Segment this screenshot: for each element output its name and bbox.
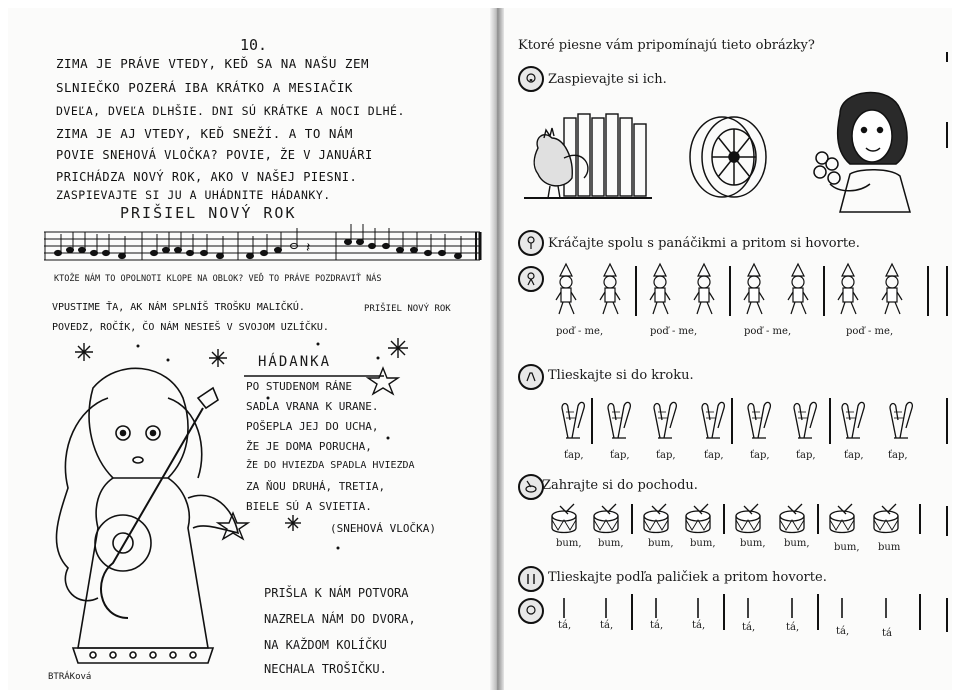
clap-syllable: ťap,	[564, 450, 584, 461]
riddle-line: POŠEPLA JEJ DO UCHA,	[246, 420, 379, 433]
stick-syllable: tá	[882, 628, 892, 639]
song-lyrics-end: PRIŠIEL NOVÝ ROK	[364, 304, 451, 314]
left-page	[8, 8, 490, 690]
drum-syllable: bum	[878, 542, 901, 553]
drum-syllable: bum,	[556, 538, 582, 549]
stick-syllable: tá,	[600, 620, 614, 631]
walk-syllable: poď - me,	[846, 326, 894, 337]
drum-syllable: bum,	[690, 538, 716, 549]
song-lyrics-line2: VPUSTIME ŤA, AK NÁM SPLNÍŠ TROŠKU MALIČKÚ.	[52, 302, 305, 313]
edge-mark	[946, 52, 948, 62]
book-spread	[8, 8, 952, 690]
stick-syllable: tá,	[692, 620, 706, 631]
book-gutter	[490, 8, 504, 690]
section-title-sticks: Tlieskajte podľa paličiek a pritom hovorte.	[548, 570, 827, 585]
drum-syllable: bum,	[598, 538, 624, 549]
stick-syllable: tá,	[786, 622, 800, 633]
drum-syllable: bum,	[834, 542, 860, 553]
stick-syllable: tá,	[742, 622, 756, 633]
music-staff	[44, 220, 482, 286]
intro-line: PRICHÁDZA NOVÝ ROK, AKO V NAŠEJ PIESNI.	[56, 170, 358, 184]
right-page	[504, 8, 952, 690]
drummer-child-icon	[518, 474, 544, 500]
drums-row	[548, 502, 932, 536]
poem-line: NECHALA TROŠIČKU.	[264, 662, 387, 676]
section-title-sing: Zaspievajte si ich.	[548, 72, 667, 87]
walk-syllable: poď - me,	[650, 326, 698, 337]
drum-syllable: bum,	[648, 538, 674, 549]
walking-child-icon	[518, 266, 544, 292]
walk-syllable: poď - me,	[556, 326, 604, 337]
page-heading: Ktoré piesne vám pripomínajú tieto obrázky?	[518, 38, 815, 53]
sticks-child-icon	[518, 566, 544, 592]
clap-syllable: ťap,	[704, 450, 724, 461]
walking-figures-row	[548, 262, 932, 322]
intro-line: POVIE SNEHOVÁ VLOČKA? POVIE, ŽE V JANUÁRI	[56, 148, 373, 162]
section-title-drum: Zahrajte si do pochodu.	[542, 478, 698, 493]
clapping-child-icon	[518, 364, 544, 390]
riddle-answer: (SNEHOVÁ VLOČKA)	[330, 522, 436, 535]
intro-line: DVEĽA, DVEĽA DLHŠIE. DNI SÚ KRÁTKE A NOCI DLHÉ.	[56, 104, 405, 118]
riddle-line: SADLA VRANA K URANE.	[246, 400, 379, 413]
intro-line: ZASPIEVAJTE SI JU A UHÁDNITE HÁDANKY.	[56, 188, 331, 202]
mill-wheel-picture	[684, 112, 770, 202]
song-lyrics-line1: KTOŽE NÁM TO OPOLNOTI KLOPE NA OBLOK? VEĎ TO PRÁVE POZDRAVIŤ NÁS	[54, 274, 382, 284]
clap-syllable: ťap,	[796, 450, 816, 461]
clap-syllable: ťap,	[844, 450, 864, 461]
riddle-line: PO STUDENOM RÁNE	[246, 380, 352, 393]
svg-text:𝄽: 𝄽	[306, 240, 311, 256]
stick-syllable: tá,	[650, 620, 664, 631]
song-title: PRIŠIEL NOVÝ ROK	[120, 204, 297, 222]
intro-line: SLNIEČKO POZERÁ IBA KRÁTKO A MESIAČIK	[56, 80, 353, 95]
clapping-hands-row	[548, 394, 932, 448]
clap-syllable: ťap,	[656, 450, 676, 461]
edge-mark	[946, 266, 948, 316]
rooster-fence-picture	[524, 108, 652, 200]
stick-syllable: tá,	[558, 620, 572, 631]
riddle-line: BIELE SÚ A SVIETIA.	[246, 500, 372, 513]
poem-line: PRIŠLA K NÁM POTVORA	[264, 586, 409, 600]
edge-mark	[946, 122, 948, 148]
speaking-child-icon	[518, 598, 544, 624]
music-notes	[44, 220, 482, 272]
walk-syllable: poď - me,	[744, 326, 792, 337]
section-title-walk: Kráčajte spolu s panáčikmi a pritom si hovorte.	[548, 236, 860, 251]
edge-mark	[946, 398, 948, 444]
edge-mark	[946, 506, 948, 536]
riddle-line: ŽE JE DOMA PORUCHA,	[246, 440, 372, 453]
riddle-line: ZA ŇOU DRUHÁ, TRETIA,	[246, 480, 386, 493]
song-lyrics-line3: POVEDZ, ROČÍK, ČO NÁM NESIEŠ V SVOJOM UZLÍČKU.	[52, 322, 329, 333]
edge-mark	[946, 598, 948, 632]
page-number: 10.	[240, 36, 268, 54]
section-title-clap: Tlieskajte si do kroku.	[548, 368, 694, 383]
poem-line: NAZRELA NÁM DO DVORA,	[264, 612, 416, 626]
clap-syllable: ťap,	[610, 450, 630, 461]
stick-syllable: tá,	[836, 626, 850, 637]
woman-with-flowers-picture	[800, 84, 940, 214]
signature: BTRÁKová	[48, 672, 92, 682]
intro-line: ZIMA JE AJ VTEDY, KEĎ SNEŽÍ. A TO NÁM	[56, 126, 353, 141]
riddle-underline	[244, 374, 384, 378]
marching-child-icon	[518, 230, 544, 256]
intro-line: ZIMA JE PRÁVE VTEDY, KEĎ SA NA NAŠU ZEM	[56, 56, 369, 71]
clap-syllable: ťap,	[750, 450, 770, 461]
riddle-line: ŽE DO HVIEZDA SPADLA HVIEZDA	[246, 460, 415, 471]
singing-child-icon	[518, 66, 544, 92]
riddle-title: HÁDANKA	[258, 354, 332, 370]
drum-syllable: bum,	[784, 538, 810, 549]
drum-syllable: bum,	[740, 538, 766, 549]
snowflake-icon	[68, 338, 188, 368]
clap-syllable: ťap,	[888, 450, 908, 461]
poem-line: NA KAŽDOM KOLÍČKU	[264, 638, 387, 652]
